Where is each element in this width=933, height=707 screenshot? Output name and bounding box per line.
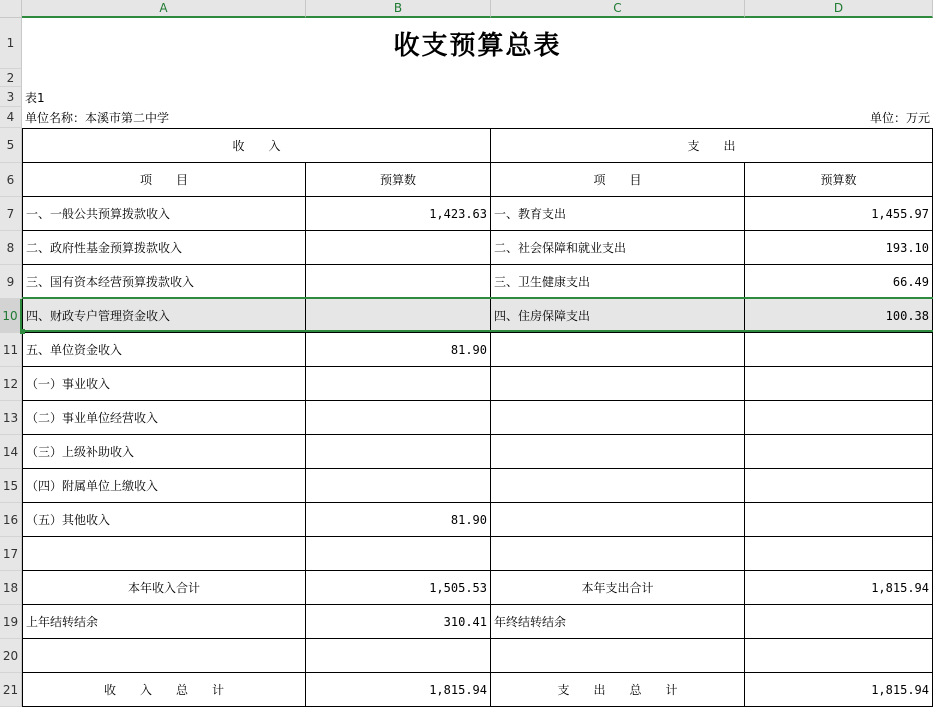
expense-subtotal-label[interactable]: 本年支出合计: [491, 571, 745, 605]
select-all-corner[interactable]: [0, 0, 22, 18]
expense-item[interactable]: [491, 367, 745, 401]
column-header-2[interactable]: C: [491, 0, 745, 18]
income-item[interactable]: （四）附属单位上缴收入: [22, 469, 306, 503]
expense-value[interactable]: 1,455.97: [745, 197, 933, 231]
row-header-10[interactable]: 10: [0, 299, 22, 333]
expense-value[interactable]: [745, 333, 933, 367]
empty-cell[interactable]: [22, 639, 306, 673]
income-total-label[interactable]: 收 入 总 计: [22, 673, 306, 707]
column-header-0[interactable]: A: [22, 0, 306, 18]
expense-item[interactable]: [491, 537, 745, 571]
income-value[interactable]: [306, 537, 491, 571]
carryover-out-value[interactable]: [745, 605, 933, 639]
row-header-6[interactable]: 6: [0, 163, 22, 197]
income-value[interactable]: 1,423.63: [306, 197, 491, 231]
row-header-4[interactable]: 4: [0, 107, 22, 128]
row-header-5[interactable]: 5: [0, 128, 22, 163]
income-value[interactable]: 81.90: [306, 503, 491, 537]
fill-handle[interactable]: [20, 329, 25, 334]
carryover-in-label[interactable]: 上年结转结余: [22, 605, 306, 639]
budget-header-left[interactable]: 预算数: [306, 163, 491, 197]
income-value[interactable]: [306, 435, 491, 469]
expense-item[interactable]: 三、卫生健康支出: [491, 265, 745, 299]
income-value[interactable]: [306, 469, 491, 503]
income-item[interactable]: 五、单位资金收入: [22, 333, 306, 367]
sheet-grid[interactable]: [22, 18, 933, 706]
expense-item[interactable]: [491, 503, 745, 537]
row-header-14[interactable]: 14: [0, 435, 22, 469]
column-header-3[interactable]: D: [745, 0, 933, 18]
income-item[interactable]: 二、政府性基金预算拨款收入: [22, 231, 306, 265]
income-subtotal-value[interactable]: 1,505.53: [306, 571, 491, 605]
row-header-15[interactable]: 15: [0, 469, 22, 503]
row-header-16[interactable]: 16: [0, 503, 22, 537]
row-header-8[interactable]: 8: [0, 231, 22, 265]
expense-item[interactable]: 二、社会保障和就业支出: [491, 231, 745, 265]
income-item[interactable]: （三）上级补助收入: [22, 435, 306, 469]
expense-value[interactable]: [745, 435, 933, 469]
unit-label[interactable]: 单位：万元: [869, 111, 930, 125]
row-header-20[interactable]: 20: [0, 639, 22, 673]
income-header[interactable]: 收 入: [22, 128, 491, 163]
income-value[interactable]: [306, 367, 491, 401]
expense-value[interactable]: [745, 503, 933, 537]
row-header-17[interactable]: 17: [0, 537, 22, 571]
empty-cell[interactable]: [745, 639, 933, 673]
income-item[interactable]: （二）事业单位经营收入: [22, 401, 306, 435]
expense-item[interactable]: [491, 435, 745, 469]
carryover-in-value[interactable]: 310.41: [306, 605, 491, 639]
income-item[interactable]: （五）其他收入: [22, 503, 306, 537]
column-header-1[interactable]: B: [306, 0, 491, 18]
expense-header[interactable]: 支 出: [491, 128, 933, 163]
expense-value[interactable]: [745, 401, 933, 435]
expense-item[interactable]: [491, 333, 745, 367]
expense-total-label[interactable]: 支 出 总 计: [491, 673, 745, 707]
row-header-3[interactable]: 3: [0, 87, 22, 107]
row-header-13[interactable]: 13: [0, 401, 22, 435]
income-item[interactable]: （一）事业收入: [22, 367, 306, 401]
item-header-left[interactable]: 项 目: [22, 163, 306, 197]
row-header-7[interactable]: 7: [0, 197, 22, 231]
expense-value[interactable]: 100.38: [745, 299, 933, 333]
row-header-1[interactable]: 1: [0, 18, 22, 69]
income-item[interactable]: 四、财政专户管理资金收入: [22, 299, 306, 333]
empty-cell[interactable]: [491, 639, 745, 673]
empty-cell[interactable]: [306, 639, 491, 673]
expense-subtotal-value[interactable]: 1,815.94: [745, 571, 933, 605]
income-item[interactable]: 三、国有资本经营预算拨款收入: [22, 265, 306, 299]
expense-item[interactable]: 四、住房保障支出: [491, 299, 745, 333]
row-header-12[interactable]: 12: [0, 367, 22, 401]
budget-header-right[interactable]: 预算数: [745, 163, 933, 197]
table-number[interactable]: 表1: [25, 90, 45, 105]
income-value[interactable]: [306, 401, 491, 435]
row-header-19[interactable]: 19: [0, 605, 22, 639]
row-header-18[interactable]: 18: [0, 571, 22, 605]
expense-item[interactable]: [491, 401, 745, 435]
expense-item[interactable]: 一、教育支出: [491, 197, 745, 231]
sheet-title[interactable]: 收支预算总表: [393, 31, 562, 61]
expense-item[interactable]: [491, 469, 745, 503]
expense-value[interactable]: [745, 367, 933, 401]
income-item[interactable]: 一、一般公共预算拨款收入: [22, 197, 306, 231]
income-value[interactable]: 81.90: [306, 333, 491, 367]
income-value[interactable]: [306, 265, 491, 299]
row-header-11[interactable]: 11: [0, 333, 22, 367]
item-header-right[interactable]: 项 目: [491, 163, 745, 197]
income-value[interactable]: [306, 299, 491, 333]
row-header-2[interactable]: 2: [0, 69, 22, 87]
expense-value[interactable]: 66.49: [745, 265, 933, 299]
expense-value[interactable]: [745, 469, 933, 503]
income-value[interactable]: [306, 231, 491, 265]
row-header-21[interactable]: 21: [0, 673, 22, 707]
income-total-value[interactable]: 1,815.94: [306, 673, 491, 707]
row-header-9[interactable]: 9: [0, 265, 22, 299]
unit-name[interactable]: 单位名称：本溪市第二中学: [25, 111, 170, 125]
carryover-out-label[interactable]: 年终结转结余: [491, 605, 745, 639]
expense-value[interactable]: [745, 537, 933, 571]
income-subtotal-label[interactable]: 本年收入合计: [22, 571, 306, 605]
expense-value[interactable]: 193.10: [745, 231, 933, 265]
income-item[interactable]: [22, 537, 306, 571]
expense-total-value[interactable]: 1,815.94: [745, 673, 933, 707]
